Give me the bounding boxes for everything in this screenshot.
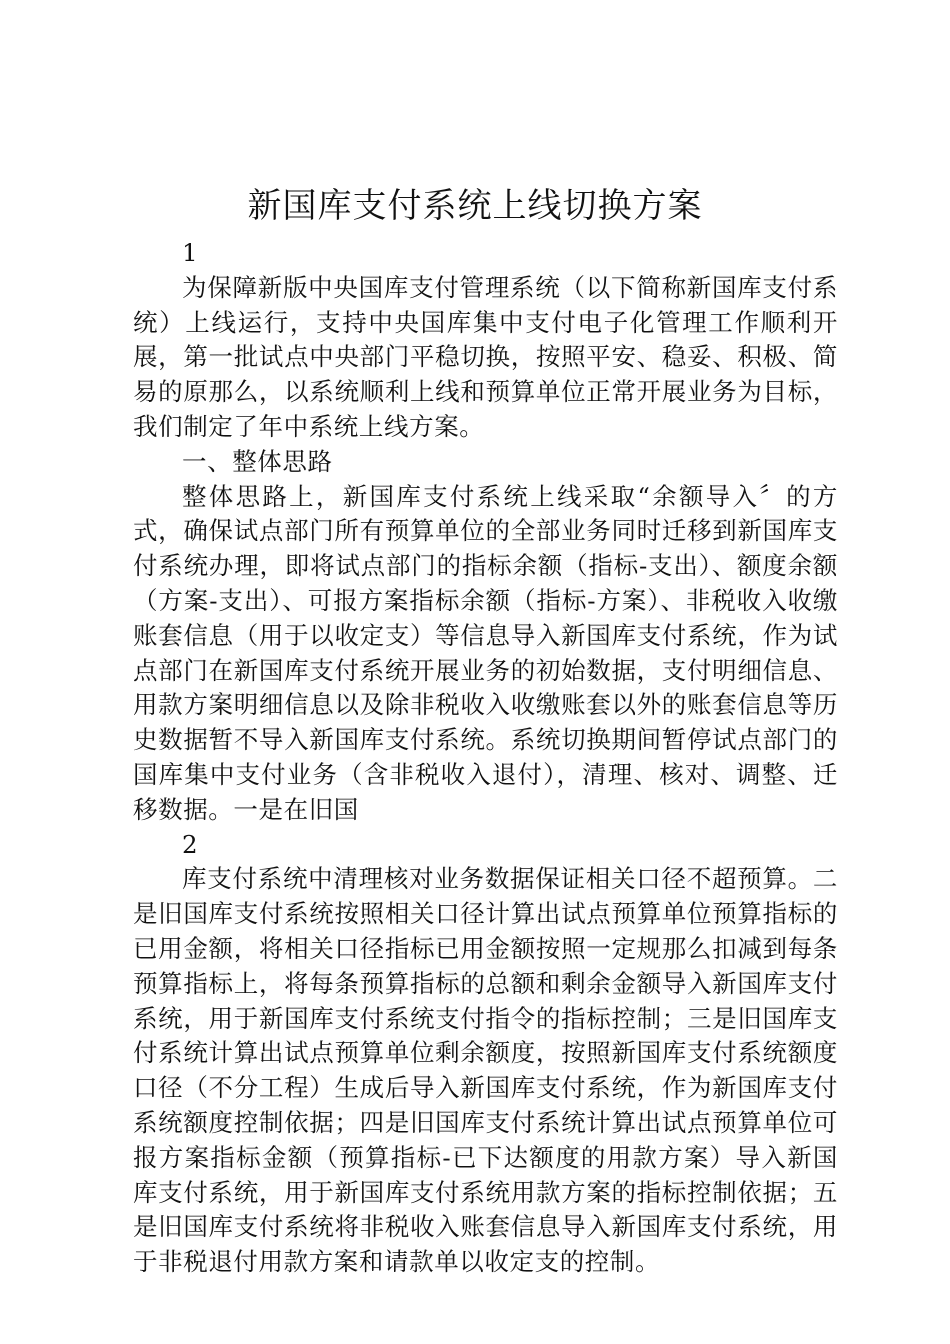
intro-paragraph: 为保障新版中央国库支付管理系统（以下简称新国库支付系统）上线运行，支持中央国库集中支付电子化管理工作顺利开展，第一批试点中央部门平稳切换，按照平安、稳妥、积极、简易的原那么，以系统顺利上线和预算单位正常开展业务为目标，我们制定了年中系统上线方案。 bbox=[133, 272, 838, 441]
page-number-marker: 1 bbox=[182, 238, 199, 267]
page-number-marker: 2 bbox=[182, 829, 199, 859]
document-title: 新国库支付系统上线切换方案 bbox=[247, 186, 703, 226]
body-paragraph-continued: 库支付系统中清理核对业务数据保证相关口径不超预算。二是旧国库支付系统按照相关口径计算出试点预算单位预算指标的已用金额，将相关口径指标已用金额按照一定规那么扣减到每条预算指标上，将每条预算指标的总额和剩余金额导入新国库支付系统，用于新国库支付系统支付指令的指标控制；三是旧国库支付系统计算出试点预算单位剩余额度，按照新国库支付系统额度口径（不分工程）生成后导入新国库支付系统，作为新国库支付系统额度控制依据；四是旧国库支付系统计算出试点预算单位可报方案指标金额（预算指标-已下达额度的用款方案）导入新国库支付系统，用于新国库支付系统用款方案的指标控制依据；五是旧国库支付系统将非税收入账套信息导入新国库支付系统，用于非税退付用款方案和请款单以收定支的控制。 bbox=[133, 864, 838, 1277]
section-heading: 一、整体思路 bbox=[182, 446, 333, 476]
document-body bbox=[133, 236, 838, 1280]
body-paragraph: 整体思路上，新国库支付系统上线采取“余额导入〞的方式，确保试点部门所有预算单位的全部业务同时迁移到新国库支付系统办理，即将试点部门的指标余额（指标-支出）、额度余额（方案-支出）、可报方案指标余额（指标-方案）、非税收入收缴账套信息（用于以收定支）等信息导入新国库支付系统，作为试点部门在新国库支付系统开展业务的初始数据，支付明细信息、用款方案明细信息以及除非税收入收缴账套以外的账套信息等历史数据暂不导入新国库支付系统。系统切换期间暂停试点部门的国库集中支付业务（含非税收入退付），清理、核对、调整、迁移数据。一是在旧国 bbox=[133, 481, 838, 824]
